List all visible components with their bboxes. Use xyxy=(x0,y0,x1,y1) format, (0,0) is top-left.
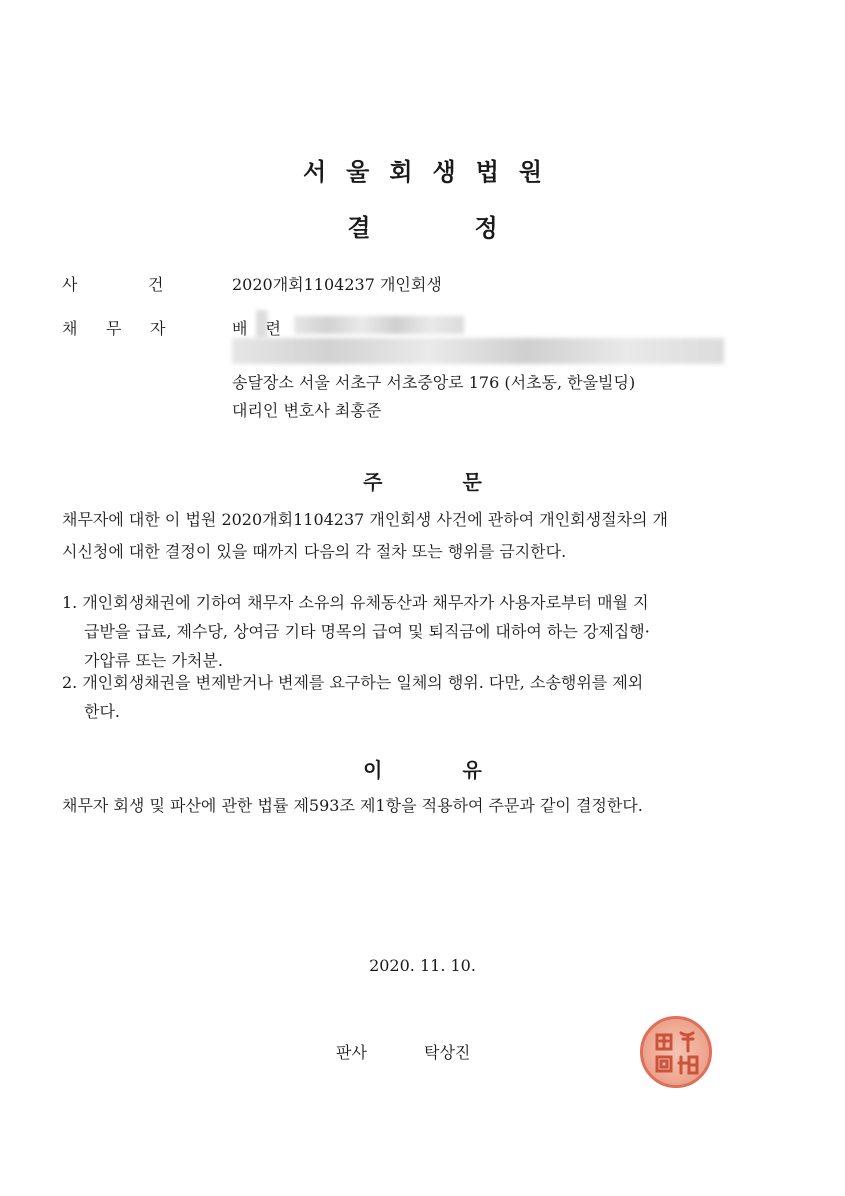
court-name-char: 회 xyxy=(389,158,413,186)
court-name-char: 원 xyxy=(518,158,543,186)
judge-title: 판사 xyxy=(336,1043,367,1062)
document-type-char: 결 xyxy=(347,214,371,242)
order-item-1: 1. 개인회생채권에 기하여 채무자 소유의 유체동산과 채무자가 사용자로부터 매월 지 급받을 급료, 제수당, 상여금 기타 명목의 급여 및 퇴직금에 대하여 하는 강제집행· 가압류 또는 가처분. xyxy=(62,593,650,670)
court-name-char: 법 xyxy=(475,158,499,186)
reason-text: 채무자 회생 및 파산에 관한 법률 제593조 제1항을 적용하여 주문과 같이 결정한다. xyxy=(62,796,643,815)
case-number: 2020개회1104237 개인회생 xyxy=(232,275,442,294)
legal-agent: 대리인 변호사 최홍준 xyxy=(232,401,382,420)
decision-date: 2020. 11. 10. xyxy=(369,956,476,975)
document-type xyxy=(0,208,845,243)
order-intro-line: 시신청에 대한 결정이 있을 때까지 다음의 각 절차 또는 행위를 금지한다. xyxy=(62,542,567,561)
redaction-block xyxy=(294,316,464,334)
debtor-label: 채 무 자 xyxy=(62,319,166,338)
court-name xyxy=(0,152,845,187)
reason-heading: 이 유 xyxy=(363,758,482,782)
order-item-2: 2. 개인회생채권을 변제받거나 변제를 요구하는 일체의 행위. 다만, 소송행위를 제외 한다. xyxy=(62,673,644,721)
case-label: 사 건 xyxy=(62,275,164,294)
court-name-char: 서 xyxy=(302,158,327,186)
judge-name: 탁상진 xyxy=(424,1043,471,1062)
service-address: 송달장소 서울 서초구 서초중앙로 176 (서초동, 한울빌딩) xyxy=(232,373,636,392)
order-heading: 주 문 xyxy=(363,470,482,494)
document-type-char: 정 xyxy=(474,214,498,242)
court-name-char: 울 xyxy=(346,158,370,186)
debtor-name: 배 련 xyxy=(232,319,281,338)
order-intro-line: 채무자에 대한 이 법원 2020개회1104237 개인회생 사건에 관하여 개인회생절차의 개 xyxy=(62,510,668,529)
court-name-char: 생 xyxy=(432,158,456,186)
redaction-block xyxy=(232,338,724,364)
judge-seal-icon xyxy=(640,1016,712,1088)
order-intro xyxy=(62,504,668,568)
